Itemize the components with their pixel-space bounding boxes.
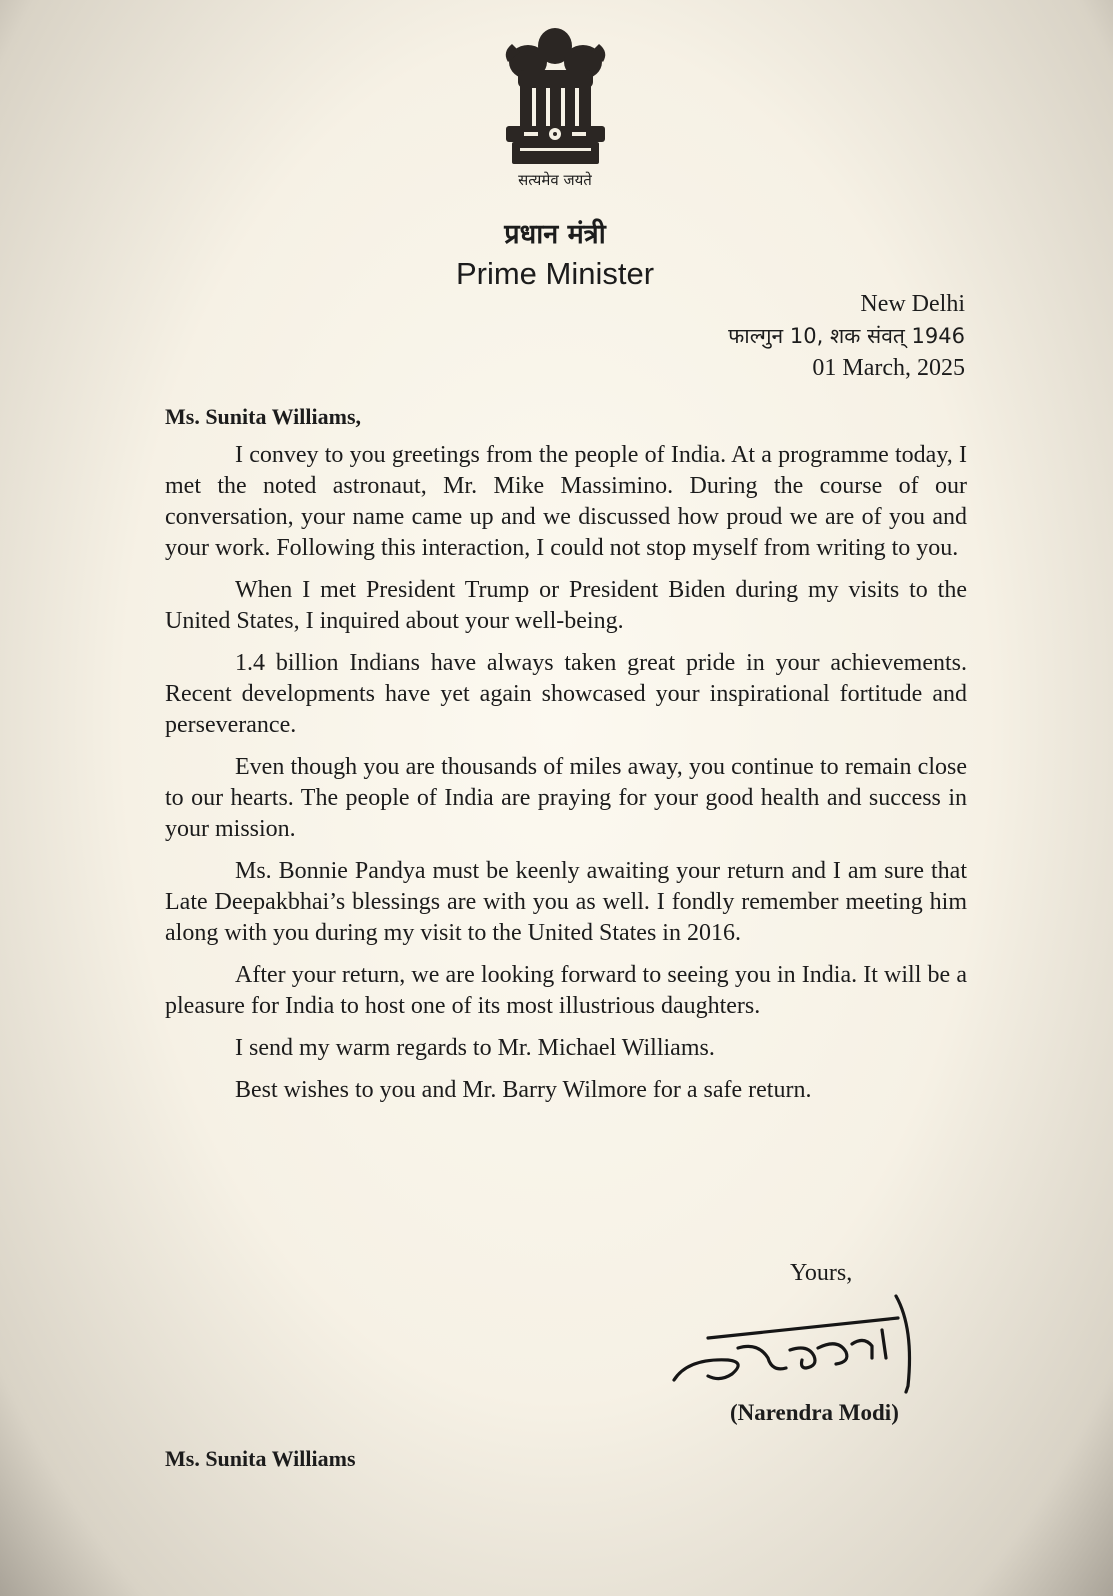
addressee: Ms. Sunita Williams	[165, 1446, 356, 1471]
paragraph: Even though you are thousands of miles away, you continue to remain close to our hearts. The people of India are praying for your good health and success in your mission.	[165, 754, 967, 842]
office-title-english: Prime Minister	[455, 256, 655, 291]
place: New Delhi	[860, 291, 965, 317]
salutation: Ms. Sunita Williams,	[165, 404, 362, 429]
paragraph: Ms. Bonnie Pandya must be keenly awaiting your return and I am sure that Late Deepakbhai’s blessings are with you as well. I fondly remember meeting him along with you during my visit to the United States in 2016.	[165, 858, 967, 946]
office-title-hindi: प्रधान मंत्री	[504, 219, 606, 250]
hindu-calendar-date: फाल्गुन 10, शक संवत् 1946	[728, 324, 965, 348]
paragraph: 1.4 billion Indians have always taken great pride in your achievements. Recent developments have yet again showcased your inspirational fortitude and perseverance.	[165, 650, 967, 738]
date-block	[728, 288, 965, 384]
paragraph: I send my warm regards to Mr. Michael Williams.	[235, 1035, 715, 1061]
closing: Yours,	[790, 1260, 853, 1286]
national-motto: सत्यमेव जयते	[518, 171, 592, 189]
paragraph: After your return, we are looking forward to seeing you in India. It will be a pleasure for India to host one of its most illustrious daughters.	[165, 962, 967, 1019]
paragraph: Best wishes to you and Mr. Barry Wilmore for a safe return.	[235, 1077, 812, 1103]
state-emblem-icon	[498, 22, 613, 172]
paragraph: When I met President Trump or President Biden during my visits to the United States, I inquired about your well-being.	[165, 577, 967, 634]
signer-name: (Narendra Modi)	[730, 1400, 899, 1425]
letter-date: 01 March, 2025	[812, 355, 965, 381]
handwritten-signature	[668, 1288, 938, 1400]
letter-body	[165, 440, 967, 1117]
paragraph: I convey to you greetings from the people of India. At a programme today, I met the noted astronaut, Mr. Mike Massimino. During the course of our conversation, your name came up and we discussed how proud we are of you and your work. Following this interaction, I could not stop myself from writing to you.	[165, 442, 967, 561]
